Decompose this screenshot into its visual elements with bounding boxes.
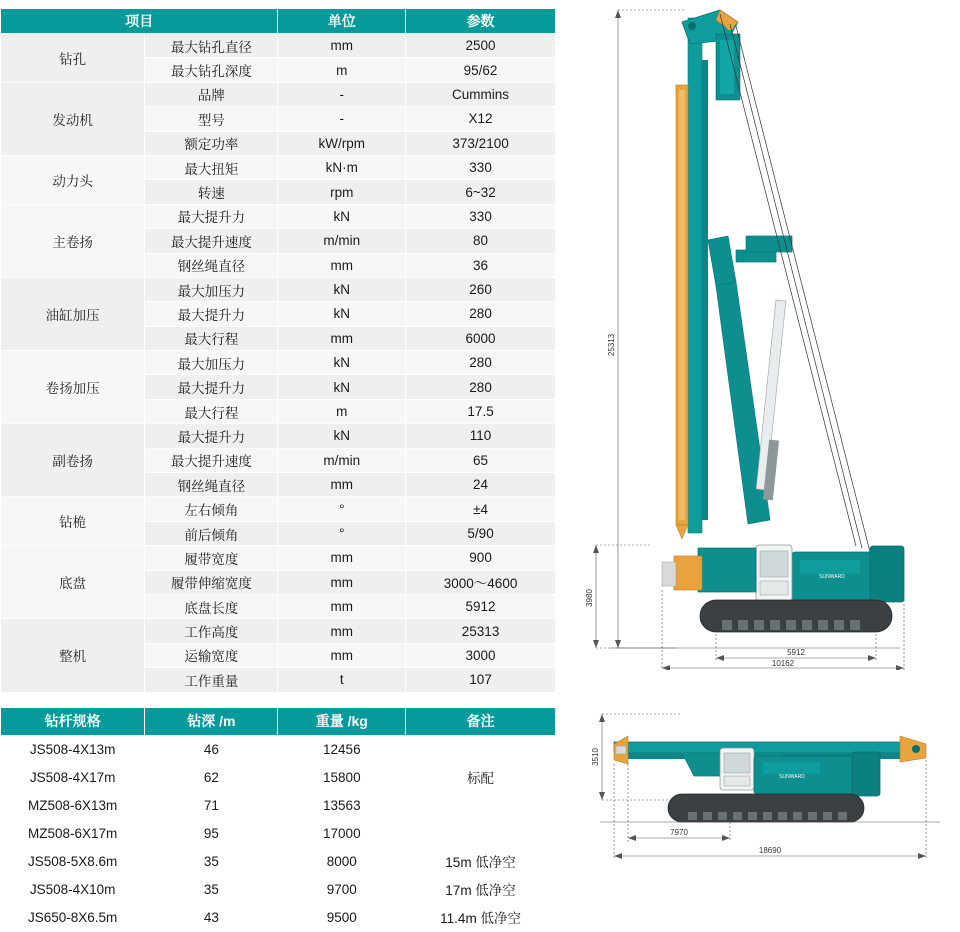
rod-spec: JS508-4X13m <box>1 735 145 763</box>
spec-value: 6000 <box>406 326 556 350</box>
table-row <box>1 847 556 875</box>
spec-value: X12 <box>406 107 556 131</box>
dimension-transport-track-length-label: 7970 <box>670 828 688 837</box>
spec-item: 最大提升力 <box>145 204 278 228</box>
rod-header-note: 备注 <box>406 707 556 735</box>
spec-item: 最大行程 <box>145 326 278 350</box>
rod-weight: 9500 <box>278 903 406 931</box>
upper-structure-transport <box>754 752 880 796</box>
spec-unit: rpm <box>278 180 406 204</box>
dimension-lower-height-label: 3980 <box>585 589 594 607</box>
table-row <box>1 351 556 375</box>
table-row <box>1 903 556 931</box>
brand-logo-transport: SUNWARD <box>779 774 805 780</box>
spec-table-head <box>1 9 556 34</box>
spec-value: 280 <box>406 351 556 375</box>
rod-weight: 15800 <box>278 763 406 791</box>
rod-note: 11.4m 低净空 <box>406 903 556 931</box>
spec-group-name: 钻桅 <box>1 497 145 546</box>
spec-unit: mm <box>278 253 406 277</box>
spec-item: 最大钻孔直径 <box>145 34 278 58</box>
spec-item: 底盘长度 <box>145 594 278 618</box>
operator-cab-transport <box>720 748 754 790</box>
spec-value: 373/2100 <box>406 131 556 155</box>
spec-value: 3000～4600 <box>406 570 556 594</box>
spec-unit: mm <box>278 34 406 58</box>
spec-item: 最大加压力 <box>145 277 278 301</box>
specification-table <box>0 8 556 693</box>
table-row <box>1 204 556 228</box>
spec-unit: kN <box>278 351 406 375</box>
table-row <box>1 497 556 521</box>
spec-value: 900 <box>406 546 556 570</box>
crawler-track-transport <box>668 794 864 822</box>
table-row <box>1 735 556 763</box>
spec-unit: kN <box>278 277 406 301</box>
spec-value: 65 <box>406 448 556 472</box>
drawings-column <box>570 0 960 890</box>
spec-unit: mm <box>278 473 406 497</box>
spec-item: 最大提升力 <box>145 302 278 326</box>
brand-logo-working: SUNWARD <box>819 574 845 580</box>
spec-value: 110 <box>406 424 556 448</box>
mast-support-truss <box>708 236 792 524</box>
spec-value: 80 <box>406 229 556 253</box>
spec-item: 最大扭矩 <box>145 155 278 179</box>
rod-weight: 17000 <box>278 819 406 847</box>
rod-header-weight: 重量 /kg <box>278 707 406 735</box>
spec-value: ±4 <box>406 497 556 521</box>
operator-cab <box>756 545 792 601</box>
rod-note <box>406 735 556 763</box>
rod-header-depth: 钻深 /m <box>145 707 278 735</box>
spec-item: 钢丝绳直径 <box>145 473 278 497</box>
rod-spec: JS508-4X17m <box>1 763 145 791</box>
spec-unit: kN <box>278 375 406 399</box>
spec-item: 最大提升速度 <box>145 448 278 472</box>
spec-unit: ° <box>278 497 406 521</box>
dimension-track-length-label: 5912 <box>787 648 805 657</box>
rod-weight: 12456 <box>278 735 406 763</box>
rod-depth: 43 <box>145 903 278 931</box>
spec-item: 工作高度 <box>145 619 278 643</box>
rod-depth: 95 <box>145 819 278 847</box>
rod-note <box>406 791 556 819</box>
spec-unit: t <box>278 668 406 692</box>
spec-item: 型号 <box>145 107 278 131</box>
upper-structure <box>792 546 904 602</box>
table-row <box>1 819 556 847</box>
transport-position-drawing <box>570 690 960 885</box>
spec-value: 330 <box>406 204 556 228</box>
dimension-transport-height-label: 3510 <box>591 748 600 766</box>
spec-header-unit: 单位 <box>278 9 406 34</box>
rod-table-body <box>1 735 556 931</box>
rod-depth: 46 <box>145 735 278 763</box>
table-row <box>1 277 556 301</box>
table-row <box>1 155 556 179</box>
spec-value: 36 <box>406 253 556 277</box>
rod-note: 15m 低净空 <box>406 847 556 875</box>
dimension-transport-overall-length-label: 18690 <box>758 846 782 855</box>
spec-item: 最大提升力 <box>145 375 278 399</box>
table-row <box>1 875 556 903</box>
spec-group-name: 副卷扬 <box>1 424 145 497</box>
rod-depth: 71 <box>145 791 278 819</box>
dimension-overall-length-label: 10162 <box>771 659 795 668</box>
rod-weight: 9700 <box>278 875 406 903</box>
spec-item: 最大提升速度 <box>145 229 278 253</box>
spec-unit: mm <box>278 570 406 594</box>
table-row <box>1 546 556 570</box>
spec-item: 履带伸缩宽度 <box>145 570 278 594</box>
table-row <box>1 424 556 448</box>
spec-value: 107 <box>406 668 556 692</box>
dimension-total-height <box>615 10 685 648</box>
spec-group-name: 动力头 <box>1 155 145 204</box>
spec-unit: mm <box>278 326 406 350</box>
spec-value: 25313 <box>406 619 556 643</box>
spec-unit: kN <box>278 204 406 228</box>
spec-item: 品牌 <box>145 82 278 106</box>
tables-column <box>0 8 556 932</box>
spec-unit: kN <box>278 424 406 448</box>
spec-item: 转速 <box>145 180 278 204</box>
spec-value: 17.5 <box>406 399 556 423</box>
spec-item: 最大加压力 <box>145 351 278 375</box>
rod-depth: 62 <box>145 763 278 791</box>
working-position-drawing <box>570 0 960 670</box>
drill-rod-table <box>0 707 556 932</box>
spec-unit: kN <box>278 302 406 326</box>
spec-value: 3000 <box>406 643 556 667</box>
rod-note: 17m 低净空 <box>406 875 556 903</box>
spec-table-header-row <box>1 9 556 34</box>
spec-value: 5/90 <box>406 521 556 545</box>
spec-value: 24 <box>406 473 556 497</box>
dimension-total-height-label: 25313 <box>607 333 616 357</box>
table-row <box>1 791 556 819</box>
table-row <box>1 763 556 791</box>
spec-item: 最大行程 <box>145 399 278 423</box>
spec-value: 280 <box>406 375 556 399</box>
spec-group-name: 底盘 <box>1 546 145 619</box>
spec-item: 工作重量 <box>145 668 278 692</box>
rod-weight: 8000 <box>278 847 406 875</box>
dimension-lower-height <box>593 545 675 648</box>
table-row <box>1 34 556 58</box>
spec-item: 额定功率 <box>145 131 278 155</box>
spec-unit: m/min <box>278 229 406 253</box>
spec-value: Cummins <box>406 82 556 106</box>
rod-table-head <box>1 707 556 735</box>
spec-group-name: 主卷扬 <box>1 204 145 277</box>
spec-item: 左右倾角 <box>145 497 278 521</box>
spec-value: 280 <box>406 302 556 326</box>
mast-assembly <box>676 18 708 539</box>
spec-table-body <box>1 34 556 693</box>
rod-spec: JS508-5X8.6m <box>1 847 145 875</box>
rod-spec: JS508-4X10m <box>1 875 145 903</box>
spec-unit: kN·m <box>278 155 406 179</box>
spec-item: 前后倾角 <box>145 521 278 545</box>
spec-unit: m <box>278 58 406 82</box>
rod-spec: MZ508-6X13m <box>1 791 145 819</box>
rod-spec: MZ508-6X17m <box>1 819 145 847</box>
spec-value: 2500 <box>406 34 556 58</box>
spec-item: 履带宽度 <box>145 546 278 570</box>
spec-group-name: 发动机 <box>1 82 145 155</box>
mast-cylinder <box>756 300 786 500</box>
spec-unit: mm <box>278 594 406 618</box>
spec-value: 5912 <box>406 594 556 618</box>
spec-value: 95/62 <box>406 58 556 82</box>
rod-depth: 35 <box>145 875 278 903</box>
spec-group-name: 整机 <box>1 619 145 692</box>
spec-unit: - <box>278 82 406 106</box>
spec-value: 330 <box>406 155 556 179</box>
spec-item: 钢丝绳直径 <box>145 253 278 277</box>
spec-unit: m/min <box>278 448 406 472</box>
spec-unit: kW/rpm <box>278 131 406 155</box>
spec-group-name: 油缸加压 <box>1 277 145 350</box>
rod-table-header-row <box>1 707 556 735</box>
spec-item: 运输宽度 <box>145 643 278 667</box>
rod-weight: 13563 <box>278 791 406 819</box>
spec-unit: mm <box>278 643 406 667</box>
spec-value: 6~32 <box>406 180 556 204</box>
rod-note: 标配 <box>406 763 556 791</box>
spec-group-name: 钻孔 <box>1 34 145 83</box>
spec-unit: mm <box>278 619 406 643</box>
rod-depth: 35 <box>145 847 278 875</box>
spec-header-item: 项目 <box>1 9 278 34</box>
spec-group-name: 卷扬加压 <box>1 351 145 424</box>
front-frame <box>662 548 756 592</box>
rod-note <box>406 819 556 847</box>
spec-unit: - <box>278 107 406 131</box>
spec-unit: mm <box>278 546 406 570</box>
spec-unit: ° <box>278 521 406 545</box>
table-row <box>1 82 556 106</box>
drill-bit-icon <box>676 525 688 539</box>
spec-value: 260 <box>406 277 556 301</box>
rod-spec: JS650-8X6.5m <box>1 903 145 931</box>
spec-item: 最大钻孔深度 <box>145 58 278 82</box>
spec-header-value: 参数 <box>406 9 556 34</box>
rod-header-spec: 钻杆规格 <box>1 707 145 735</box>
spec-item: 最大提升力 <box>145 424 278 448</box>
spec-unit: m <box>278 399 406 423</box>
table-row <box>1 619 556 643</box>
crawler-track <box>700 600 892 632</box>
